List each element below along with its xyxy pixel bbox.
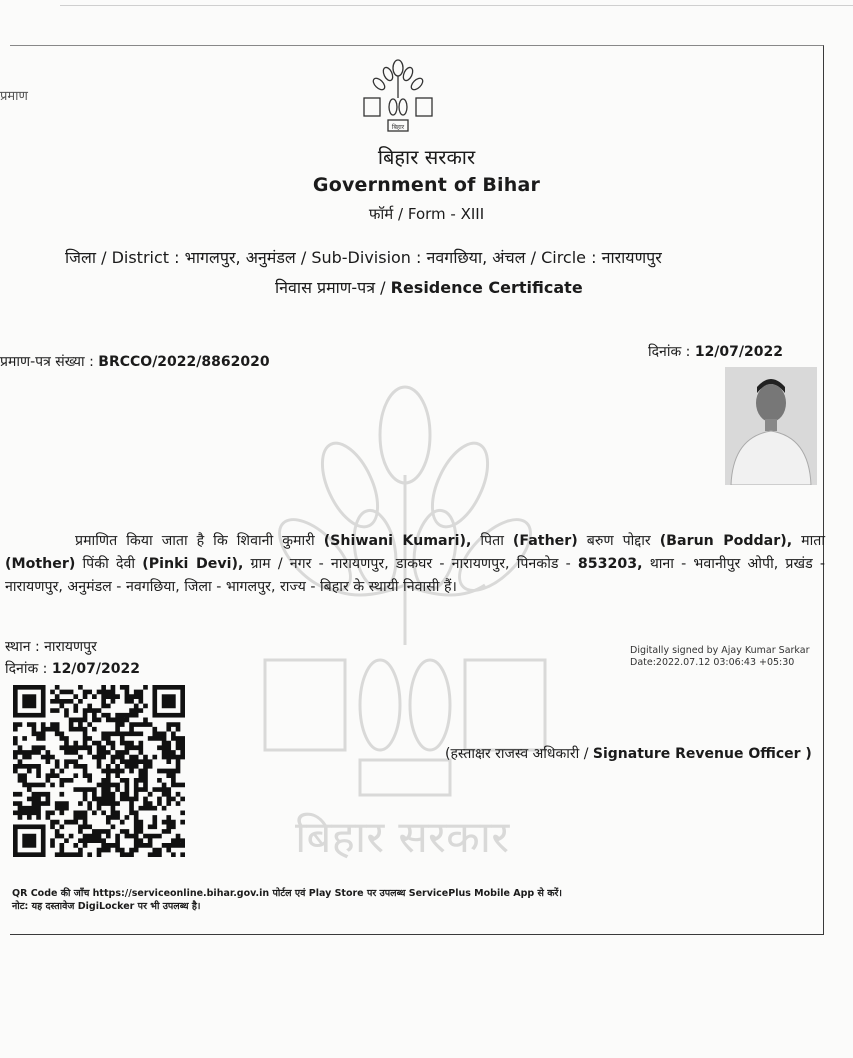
pincode: 853203, bbox=[577, 556, 643, 572]
government-hindi: बिहार सरकार bbox=[377, 145, 476, 169]
place-value: नारायणपुर bbox=[44, 639, 97, 655]
footer-text-3: पर उपलब्ध bbox=[366, 888, 406, 899]
digital-signature-stamp bbox=[630, 645, 810, 669]
district-label: जिला / District : bbox=[65, 248, 180, 267]
father-name-en: (Barun Poddar), bbox=[659, 533, 793, 549]
certificate-number: BRCCO/2022/8862020 bbox=[98, 354, 270, 370]
digital-signature-line1: Digitally signed by Ajay Kumar Sarkar bbox=[630, 645, 810, 656]
footer-text-2: पोर्टल एवं bbox=[272, 888, 306, 899]
footer-line-1 bbox=[12, 887, 562, 900]
app-name-text: ServicePlus Mobile App bbox=[408, 888, 535, 899]
father-label: (Father) bbox=[512, 533, 578, 549]
issue-date-label: दिनांक : bbox=[648, 344, 691, 360]
digilocker-text: DigiLocker bbox=[77, 901, 135, 912]
certificate-title bbox=[275, 276, 583, 298]
applicant-name-en: (Shiwani Kumari), bbox=[323, 533, 472, 549]
government-english: Government of Bihar bbox=[312, 174, 541, 196]
place-label: स्थान : bbox=[5, 639, 40, 655]
mother-name-en: (Pinki Devi), bbox=[142, 556, 244, 572]
signature-hindi: (हस्ताक्षर राजस्व अधिकारी / bbox=[445, 746, 589, 762]
body-text-2: पिता bbox=[480, 533, 504, 549]
bodhi-tree-emblem-icon bbox=[355, 58, 441, 138]
subdivision-label: अनुमंडल / Sub-Division : bbox=[245, 248, 422, 267]
district-value: भागलपुर, bbox=[184, 248, 241, 267]
digital-signature-line2: Date:2022.07.12 03:06:43 +05:30 bbox=[630, 657, 795, 668]
certificate-body bbox=[5, 530, 825, 599]
body-text-4: माता bbox=[801, 533, 826, 549]
side-text: प्रमाण bbox=[0, 89, 28, 104]
circle-label: अंचल / Circle : bbox=[492, 248, 597, 267]
mother-label: (Mother) bbox=[5, 556, 76, 572]
body-text-7: थाना - भवानीपुर ओपी, प्रखंड - नारायणपुर, अनुमंडल - नवगछिया, जिला - भागलपुर, राज्य - बिहार के स्थायी निवासी हैं। bbox=[5, 556, 825, 595]
certificate-title-hindi: निवास प्रमाण-पत्र / bbox=[275, 278, 386, 297]
circle-value: नारायणपुर bbox=[601, 248, 662, 267]
certificate-title-english: Residence Certificate bbox=[390, 278, 583, 297]
watermark-text: बिहार सरकार bbox=[295, 812, 510, 863]
footer-note-text-2: पर भी उपलब्ध है। bbox=[137, 901, 201, 912]
emblem-label: बिहार bbox=[391, 124, 405, 131]
signature-label bbox=[445, 744, 812, 763]
footer-note-text-1: नोट: यह दस्तावेज bbox=[12, 901, 75, 912]
bottom-date-line bbox=[5, 659, 140, 678]
footer-line-2 bbox=[12, 900, 562, 913]
footer-text-4: से करें। bbox=[537, 888, 562, 899]
person-photo-icon bbox=[725, 367, 817, 485]
bottom-date-label: दिनांक : bbox=[5, 661, 48, 677]
page-top-line bbox=[60, 5, 853, 6]
signature-english: Signature Revenue Officer ) bbox=[592, 746, 812, 762]
play-store-text: Play Store bbox=[308, 888, 364, 899]
applicant-photo bbox=[725, 367, 817, 485]
body-text-3: बरुण पोद्दार bbox=[586, 533, 651, 549]
body-text-6: ग्राम / नगर - नारायणपुर, डाकघर - नारायणपुर, पिनकोड - bbox=[250, 556, 571, 572]
body-text-1: प्रमाणित किया जाता है कि शिवानी कुमारी bbox=[75, 533, 315, 549]
issue-date bbox=[648, 342, 783, 361]
place-line bbox=[5, 637, 97, 656]
qr-code-icon[interactable] bbox=[13, 685, 185, 857]
footer-text-1: QR Code की जाँच bbox=[12, 888, 90, 899]
footer-note bbox=[12, 887, 562, 913]
subdivision-value: नवगछिया, bbox=[426, 248, 488, 267]
verification-url[interactable]: https://serviceonline.bihar.gov.in bbox=[92, 888, 270, 899]
bihar-emblem bbox=[355, 58, 441, 138]
issue-date-value: 12/07/2022 bbox=[694, 344, 783, 360]
district-line bbox=[65, 246, 662, 268]
body-text-5: पिंकी देवी bbox=[82, 556, 136, 572]
bottom-date-value: 12/07/2022 bbox=[51, 661, 140, 677]
certificate-number-label: प्रमाण-पत्र संख्या : bbox=[0, 354, 94, 370]
form-number: फॉर्म / Form - XIII bbox=[368, 205, 485, 223]
certificate-number-line bbox=[0, 352, 270, 371]
